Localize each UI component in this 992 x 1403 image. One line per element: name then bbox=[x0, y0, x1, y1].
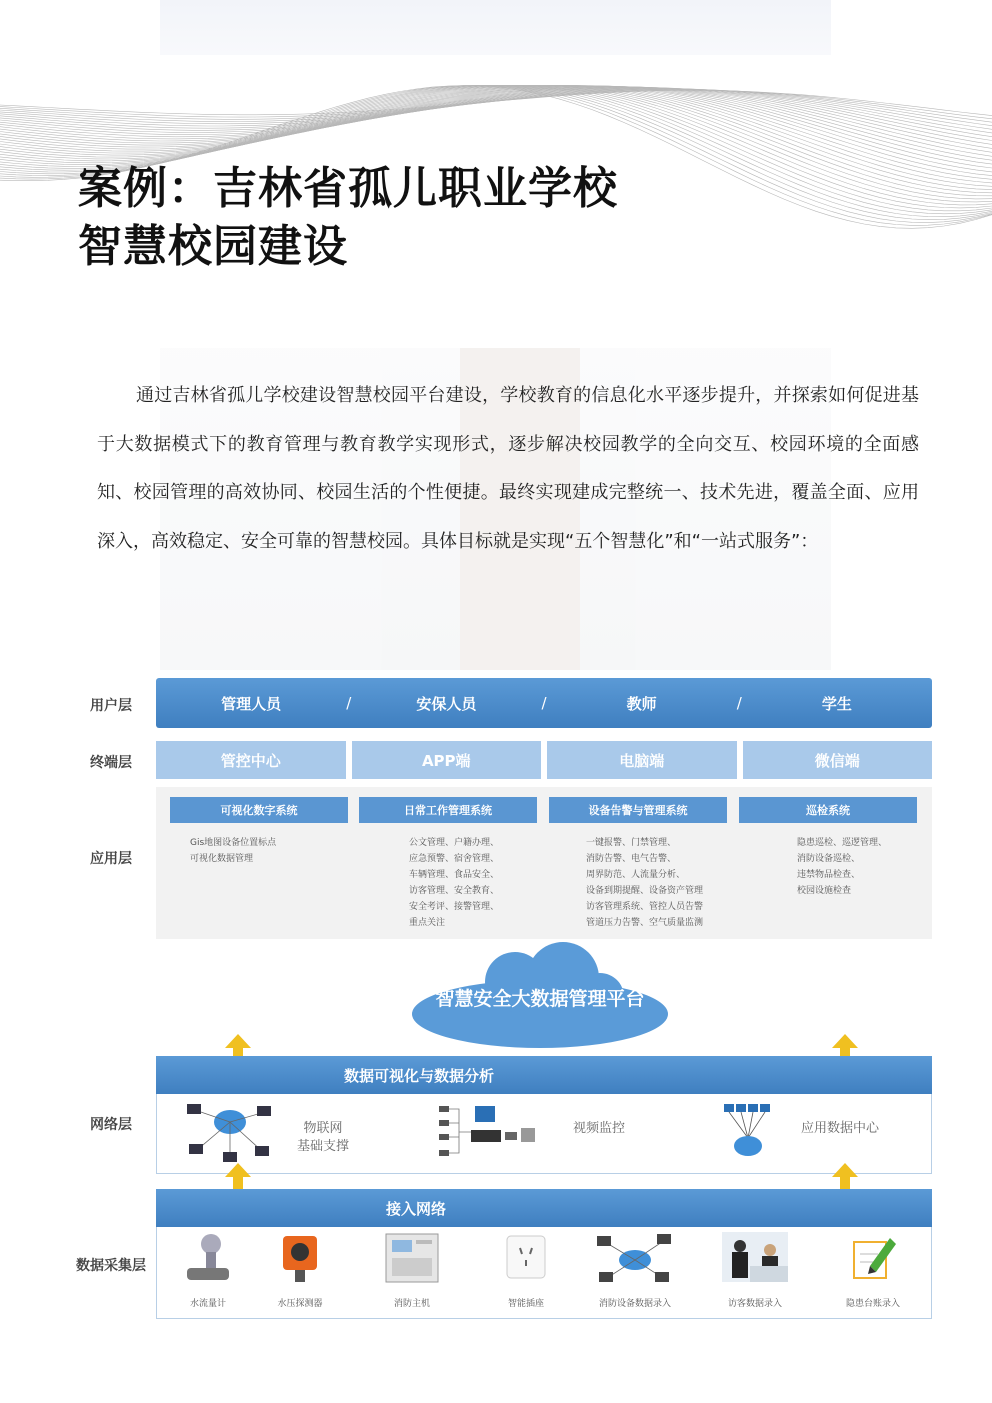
system-title: 巡检系统 bbox=[739, 797, 917, 823]
system-title: 日常工作管理系统 bbox=[359, 797, 537, 823]
smart-socket-icon bbox=[501, 1232, 551, 1284]
layer-label-network: 网络层 bbox=[90, 1117, 132, 1133]
layer-label-acquisition: 数据采集层 bbox=[76, 1258, 146, 1274]
device-label: 水流量计 bbox=[189, 1299, 226, 1309]
wave-line bbox=[0, 86, 992, 164]
system-item: 校园设施检查 bbox=[797, 886, 852, 896]
wave-line bbox=[0, 89, 992, 126]
network-item-iot-line-2: 基础支撑 bbox=[296, 1139, 349, 1154]
system-daily-work bbox=[359, 797, 537, 931]
terminal-control-center: 管控中心 bbox=[156, 741, 346, 779]
terminal-pc: 电脑端 bbox=[547, 741, 737, 779]
layer-label-terminal: 终端层 bbox=[90, 755, 132, 771]
acquisition-layer-header: 接入网络 bbox=[156, 1189, 932, 1227]
system-item: 消防告警、电气告警、 bbox=[586, 854, 677, 864]
user-admin: 管理人员 bbox=[221, 694, 282, 713]
header-photo-strip bbox=[160, 0, 831, 55]
user-teacher: 教师 bbox=[626, 694, 657, 713]
system-visualization bbox=[170, 797, 348, 867]
application-layer-panel bbox=[156, 787, 932, 939]
device-label: 消防设备数据录入 bbox=[598, 1299, 671, 1309]
separator: / bbox=[346, 694, 352, 712]
device-hazard-ledger-entry bbox=[823, 1232, 923, 1309]
pressure-detector-icon bbox=[275, 1232, 325, 1284]
device-label: 隐患台账录入 bbox=[845, 1299, 900, 1309]
system-item: 安全考评、接警管理、 bbox=[409, 902, 500, 912]
system-item: 重点关注 bbox=[409, 918, 446, 928]
layer-label-user: 用户层 bbox=[90, 698, 132, 714]
video-surveillance-icon bbox=[435, 1102, 540, 1166]
network-item-datacenter: 应用数据中心 bbox=[800, 1121, 879, 1136]
data-center-icon bbox=[722, 1102, 774, 1164]
separator: / bbox=[541, 694, 547, 712]
system-item: 隐患巡检、巡逻管理、 bbox=[797, 838, 888, 848]
device-visitor-data-entry bbox=[705, 1232, 805, 1309]
terminal-wechat: 微信端 bbox=[743, 741, 933, 779]
system-item: 可视化数据管理 bbox=[190, 854, 254, 864]
device-label: 水压探测器 bbox=[277, 1299, 323, 1309]
system-item: 访客管理、安全教育、 bbox=[409, 886, 500, 896]
network-layer-header: 数据可视化与数据分析 bbox=[156, 1056, 932, 1094]
device-label: 消防主机 bbox=[393, 1299, 430, 1309]
network-item-iot-line-1: 物联网 bbox=[303, 1121, 343, 1136]
user-student: 学生 bbox=[821, 694, 852, 713]
system-item: 周界防范、人流量分析、 bbox=[586, 870, 686, 880]
user-security: 安保人员 bbox=[416, 694, 477, 713]
network-item-video: 视频监控 bbox=[572, 1121, 625, 1136]
device-smart-socket bbox=[476, 1232, 576, 1309]
title-line-2: 智慧校园建设 bbox=[78, 221, 348, 272]
wave-line bbox=[0, 90, 992, 123]
system-item: 管道压力告警、空气质量监测 bbox=[586, 918, 704, 928]
system-item: 公文管理、户籍办理、 bbox=[409, 838, 500, 848]
system-item: Gis地图设备位置标点 bbox=[190, 838, 277, 848]
user-layer-bar bbox=[156, 678, 932, 728]
device-fire-data-entry bbox=[585, 1232, 685, 1309]
device-label: 智能插座 bbox=[507, 1299, 544, 1309]
terminal-app: APP端 bbox=[352, 741, 542, 779]
fire-host-icon bbox=[382, 1232, 442, 1284]
system-inspection bbox=[739, 797, 917, 899]
wave-line bbox=[0, 87, 992, 148]
iot-network-icon bbox=[185, 1100, 275, 1166]
system-item: 车辆管理、食品安全、 bbox=[409, 870, 500, 880]
terminal-layer bbox=[156, 741, 932, 779]
visitor-reception-icon bbox=[722, 1232, 788, 1284]
system-item: 违禁物品检查、 bbox=[797, 870, 861, 880]
title-line-1: 案例：吉林省孤儿职业学校 bbox=[78, 163, 618, 214]
separator: / bbox=[736, 694, 742, 712]
system-item: 应急预警、宿舍管理、 bbox=[409, 854, 500, 864]
layer-label-application: 应用层 bbox=[90, 851, 132, 867]
ledger-pencil-icon bbox=[848, 1232, 898, 1284]
network-item-iot bbox=[288, 1120, 358, 1156]
system-item: 一键报警、门禁管理、 bbox=[586, 838, 677, 848]
system-title: 设备告警与管理系统 bbox=[549, 797, 727, 823]
device-fire-host bbox=[362, 1232, 462, 1309]
system-device-alarm bbox=[549, 797, 727, 931]
system-item: 访客管理系统、管控人员告警 bbox=[586, 902, 704, 912]
network-devices-icon bbox=[595, 1232, 675, 1284]
device-water-pressure bbox=[250, 1232, 350, 1309]
system-title: 可视化数字系统 bbox=[170, 797, 348, 823]
system-item: 设备到期提醒、设备资产管理 bbox=[586, 886, 704, 896]
flow-meter-icon bbox=[183, 1232, 233, 1284]
platform-title: 智慧安全大数据管理平台 bbox=[435, 988, 645, 1010]
intro-paragraph: 通过吉林省孤儿学校建设智慧校园平台建设，学校教育的信息化水平逐步提升，并探索如何促进基于大数据模式下的教育管理与教育教学实现形式，逐步解决校园教学的全向交互、校园环境的全面感知、校园管理的高效协同、校园生活的个性便捷。最终实现建成完整统一、技术先进，覆盖全面、应用深入，高效稳定、安全可靠的智慧校园。具体目标就是实现“五个智慧化”和“一站式服务”： bbox=[97, 385, 919, 552]
device-water-flow-meter bbox=[158, 1232, 258, 1309]
system-item: 消防设备巡检、 bbox=[797, 854, 861, 864]
page-title bbox=[78, 160, 618, 276]
device-label: 访客数据录入 bbox=[727, 1299, 782, 1309]
